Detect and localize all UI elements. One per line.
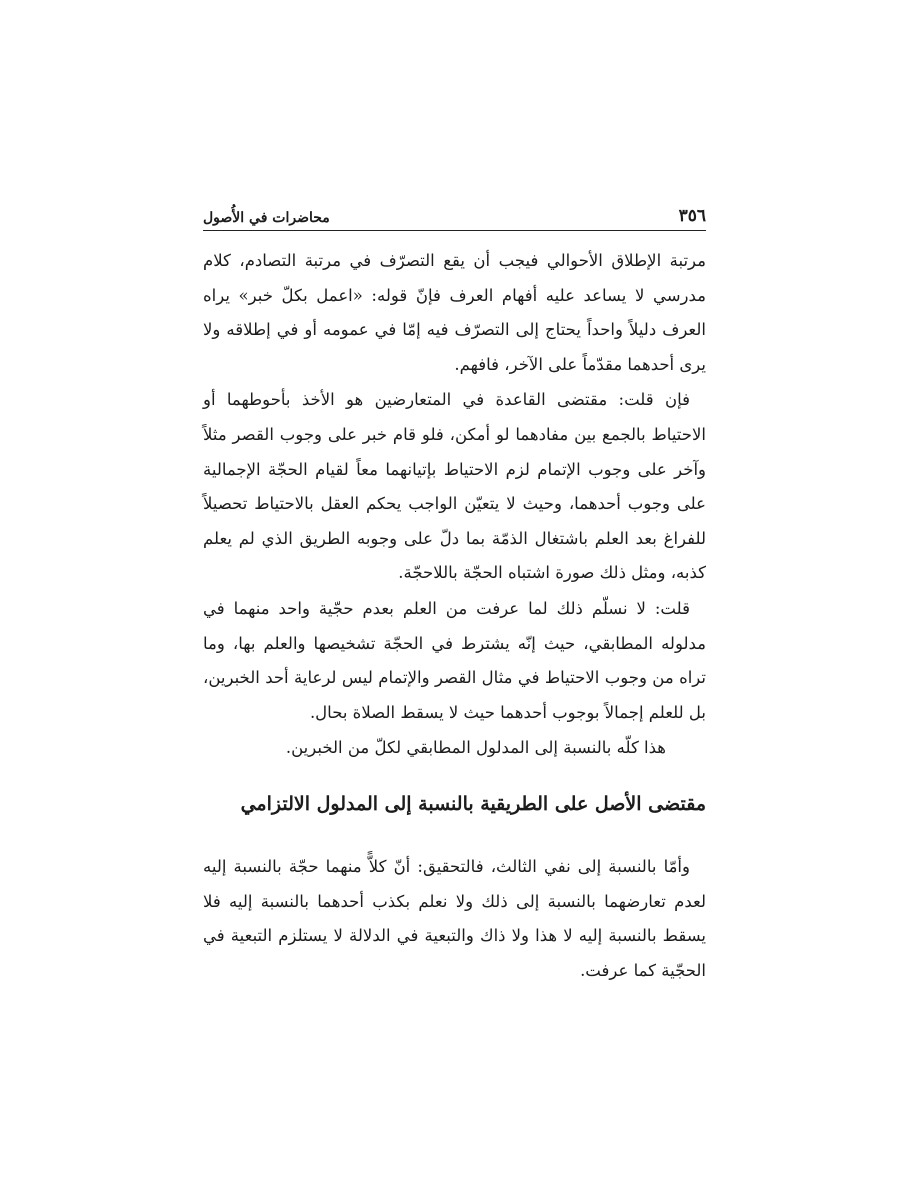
running-header (203, 202, 706, 231)
section-heading: مقتضى الأصل على الطريقية بالنسبة إلى المدلول الالتزامي (240, 792, 706, 815)
paragraph-1: مرتبة الإطلاق الأحوالي فيجب أن يقع التصرّف في مرتبة التصادم، كلام مدرسي لا يساعد عليه أفهام العرف فإنّ قوله: «اعمل بكلّ خبر» يراه العرف دليلاً واحداً يحتاج إلى التصرّف فيه إمّا في عمومه أو في إطلاقه ولا يرى أحدهما مقدّماً على الآخر، فافهم. (203, 251, 706, 374)
page-number: ٣٥٦ (678, 206, 706, 226)
paragraph-3: قلت: لا نسلّم ذلك لما عرفت من العلم بعدم حجّية واحد منهما في مدلوله المطابقي، حيث إنّه يشترط في الحجّة تشخيصها والعلم بها، وما تراه من وجوب الاحتياط في مثال القصر والإتمام ليس لرعاية أحد الخبرين، بل للعلم إجمالاً بوجوب أحدهما حيث لا يسقط الصلاة بحال. (203, 598, 706, 722)
paragraph-2: فإن قلت: مقتضى القاعدة في المتعارضين هو الأخذ بأحوطهما أو الاحتياط بالجمع بين مفادهما لو أمكن، فلو قام خبر على وجوب القصر مثلاً وآخر على وجوب الإتمام لزم الاحتياط بإتيانهما معاً لقيام الحجّة الإجمالية على وجوب أحدهما، وحيث لا يتعيّن الواجب يحكم العقل بالاحتياط تحصيلاً للفراغ بعد العلم باشتغال الذمّة بما دلّ على وجوبه الطريق الذي لم يعلم كذبه، ومثل ذلك صورة اشتباه الحجّة باللاحجّة. (203, 390, 706, 583)
paragraph-4: وأمّا بالنسبة إلى نفي الثالث، فالتحقيق: أنّ كلاًّ منهما حجّة بالنسبة إليه لعدم تعارضهما بالنسبة إلى ذلك ولا نعلم بكذب أحدهما بالنسبة إليه فلا يسقط بالنسبة إليه لا هذا ولا ذاك والتبعية في الدلالة لا يستلزم التبعية في الحجّية كما عرفت. (203, 856, 706, 980)
main-text (203, 244, 706, 988)
closing-line: هذا كلّه بالنسبة إلى المدلول المطابقي لكلّ من الخبرين. (285, 738, 666, 758)
book-title: محاضرات في الأُصول (203, 210, 330, 226)
